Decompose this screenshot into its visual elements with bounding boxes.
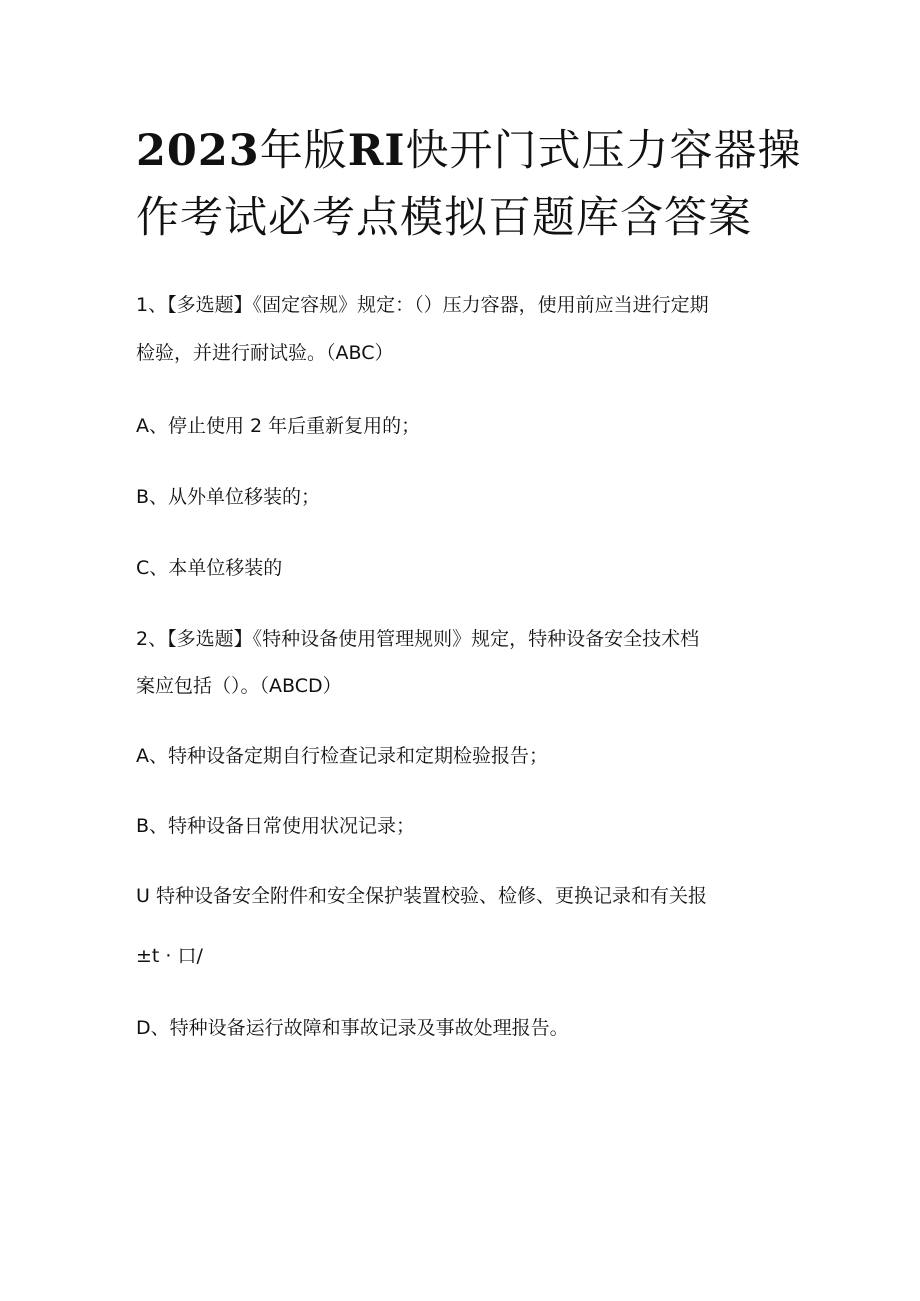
title-subject: 快开门式压力容器操 (405, 126, 802, 176)
question-1-stem-line-2: 检验，并进行耐试验。（ABC） (136, 342, 394, 364)
title-year: 2023 (136, 126, 260, 176)
question-2-option-d: D、特种设备运行故障和事故记录及事故处理报告。 (136, 1017, 569, 1039)
question-1-option-c: C、本单位移装的 (136, 557, 283, 579)
document-title-line-2: 作考试必考点模拟百题库含答案 (136, 193, 752, 243)
question-2-stem-line-1: 2、【多选题】《特种设备使用管理规则》规定，特种设备安全技术档 (136, 628, 700, 650)
question-1-option-b: B、从外单位移装的； (136, 486, 321, 508)
title-edition: 年版 (259, 126, 348, 176)
question-2-option-b: B、特种设备日常使用状况记录； (136, 815, 416, 837)
question-2-stem-line-2: 案应包括（）。（ABCD） (136, 675, 342, 697)
question-2-option-c-continued: ±t · 口/ (136, 945, 203, 967)
question-1-option-a: A、停止使用 2 年后重新复用的； (136, 415, 421, 437)
document-title-line-1 (136, 126, 802, 176)
question-1-stem-line-1: 1、【多选题】《固定容规》规定：（）压力容器，使用前应当进行定期 (136, 294, 709, 316)
question-2-option-c: U 特种设备安全附件和安全保护装置校验、检修、更换记录和有关报 (136, 885, 707, 907)
title-code: RI (347, 126, 406, 176)
question-2-option-a: A、特种设备定期自行检查记录和定期检验报告； (136, 745, 548, 767)
